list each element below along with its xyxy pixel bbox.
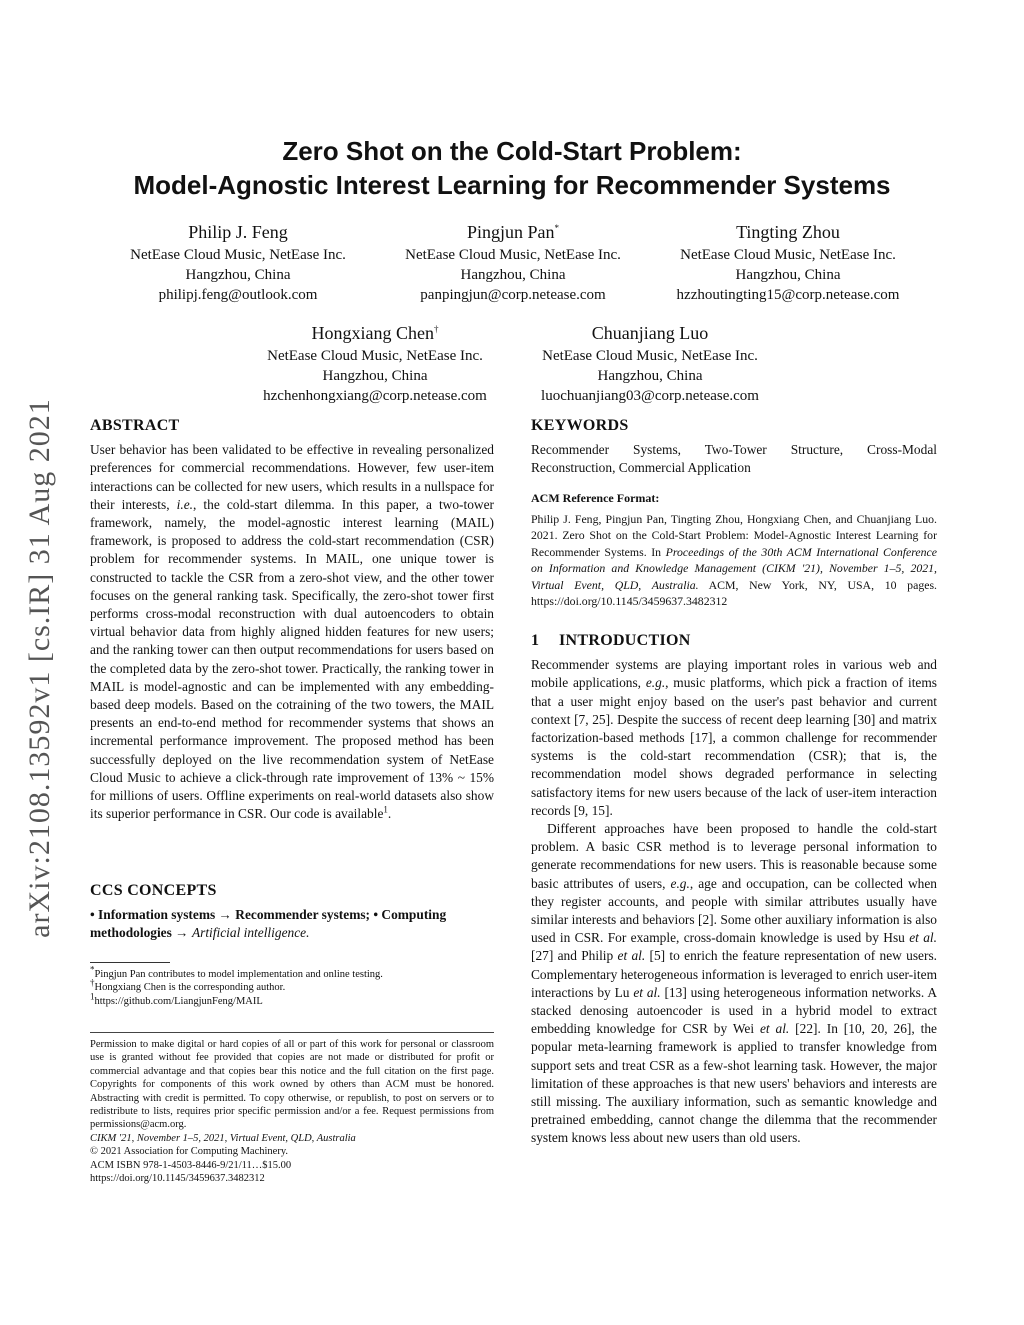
author-name: Philip J. Feng — [188, 222, 288, 242]
arxiv-stamp: arXiv:2108.13592v1 [cs.IR] 31 Aug 2021 — [23, 398, 56, 938]
title-line-1: Zero Shot on the Cold-Start Problem: — [282, 136, 742, 166]
introduction-section — [531, 632, 937, 1148]
author-block — [520, 322, 780, 406]
acm-reference-heading: ACM Reference Format: — [531, 491, 660, 505]
ccs-heading: CCS CONCEPTS — [90, 882, 217, 899]
author-affiliation: NetEase Cloud Music, NetEase Inc. — [542, 348, 758, 364]
ccs-section — [90, 882, 494, 943]
author-location: Hangzhou, China — [597, 368, 703, 384]
author-name: Hongxiang Chen† — [311, 323, 439, 343]
author-name: Pingjun Pan* — [466, 222, 559, 242]
keywords-section — [531, 417, 937, 478]
keywords-text: Recommender Systems, Two-Tower Structure, Cross-Modal Reconstruction, Commercial Application — [531, 442, 937, 476]
keywords-heading: KEYWORDS — [531, 417, 629, 434]
author-block — [658, 221, 918, 305]
author-location: Hangzhou, China — [185, 267, 291, 283]
author-location: Hangzhou, China — [322, 368, 428, 384]
author-name: Chuanjiang Luo — [591, 323, 709, 343]
intro-paragraph: Recommender systems are playing important roles in various web and mobile applications, e.g., music platforms, which pick a fraction of items that a user might enjoy based on the user's past behavior and current context [7, 25]. Despite the success of recent deep learning [30] and matrix factorization-based methods [17], a common challenge for recommender systems is the cold-start recommendation (CSR); that is, the recommendation model shows degraded performance in selecting satisfactory items for new users because of the lack of user-item interaction records [9, 15]. — [531, 657, 938, 818]
paper-title — [100, 134, 924, 202]
author-email: luochuanjiang03@corp.netease.com — [541, 388, 759, 404]
conference-line: CIKM '21, November 1–5, 2021, Virtual Event, QLD, Australia — [90, 1132, 356, 1144]
isbn-line: ACM ISBN 978-1-4503-8446-9/21/11…$15.00 — [90, 1159, 292, 1171]
author-affiliation: NetEase Cloud Music, NetEase Inc. — [267, 348, 483, 364]
acm-reference-section — [531, 490, 937, 610]
abstract-section — [90, 417, 494, 823]
author-block — [108, 221, 368, 305]
permission-rule — [90, 1032, 494, 1033]
abstract-text: User behavior has been validated to be effective in revealing personalized preferences for commercial recommendations. However, few user-item interactions can be collected for new users, which results in a nullspace for their interests, i.e., the cold-start dilemma. In this paper, a two-tower framework, namely, the model-agnostic interest learning (MAIL) framework, is proposed to address the cold-start recommendation (CSR) problem for recommender systems. In MAIL, one unique tower is constructed to tackle the CSR from a zero-shot view, and the other tower focuses on the general ranking task. Specifically, the zero-shot tower first performs cross-modal reconstruction with dual autoencoders to obtain virtual behavior data from highly aligned hidden features for new users; and the ranking tower can then output recommendations for users based on the completed data by the zero-shot tower. Practically, the ranking tower in MAIL is model-agnostic and can be implemented with any embedding-based deep models. Based on the cotraining of the two towers, the MAIL presents an end-to-end method for recommender systems that shows an incremental performance improvement. The proposed method has been successfully deployed on the live recommendation system of NetEase Cloud Music to achieve a click-through rate improvement of 13% ~ 15% for millions of users. Offline experiments on real-world datasets also show its superior performance in CSR. Our code is available$^1$. — [90, 442, 494, 822]
doi-line: https://doi.org/10.1145/3459637.3482312 — [90, 1173, 265, 1185]
author-block — [383, 221, 643, 305]
author-affiliation: NetEase Cloud Music, NetEase Inc. — [130, 247, 346, 263]
copyright-line: © 2021 Association for Computing Machinery. — [90, 1146, 289, 1158]
introduction-heading: 1 INTRODUCTION — [531, 632, 691, 649]
author-affiliation: NetEase Cloud Music, NetEase Inc. — [680, 247, 896, 263]
footnote-rule — [90, 962, 170, 963]
author-affiliation: NetEase Cloud Music, NetEase Inc. — [405, 247, 621, 263]
footnote: †Hongxiang Chen is the corresponding author. — [90, 977, 286, 994]
footnote: *Pingjun Pan contributes to model implementation and online testing. — [90, 964, 383, 980]
intro-paragraph: Different approaches have been proposed to handle the cold-start problem. A basic CSR method is to leverage personal information to generate recommendations for new users. This is reasonable because some basic attributes of users, e.g., age and occupation, can be collected when they register accounts, and people with similar attributes usually have similar interests and behaviors [2]. Some other auxiliary information is also used in CSR. For example, cross-domain knowledge is used by Hsu et al. [27] and Philip et al. [5] to enrich the feature representation of new users. Complementary heterogeneous information is leveraged to enrich user-item interactions by Lu et al. [13] using heterogeneous information networks. A stacked denosing autoencoder is used in a hybrid model to extract embedding knowledge for CSR by Wei et al. [22]. In [10, 20, 26], the popular meta-learning framework is applied to transfer knowledge from support sets and treat CSR as a few-shot learning task. However, the major limitation of these approaches is that new users' behaviors and interests are still missing. The auxiliary information, such as semantic knowledge and pretrained embedding, cannot change the dilemma that the recommender system knows less about new users than old users. — [531, 821, 938, 1146]
permission-text: Permission to make digital or hard copies of all or part of this work for personal or classroom use is granted without fee provided that copies are not made or distributed for profit or commercial advantage and that copies bear this notice and the full citation on the first page. Copyrights for components of this work owned by others than ACM must be honored. Abstracting with credit is permitted. To copy otherwise, or republish, to post on servers or to redistribute to lists, requires prior specific permission and/or a fee. Request permissions from permissions@acm.org. — [90, 1039, 494, 1131]
author-email: hzchenhongxiang@corp.netease.com — [263, 388, 487, 404]
author-email: philipj.feng@outlook.com — [158, 287, 318, 303]
author-name: Tingting Zhou — [736, 222, 840, 242]
author-location: Hangzhou, China — [460, 267, 566, 283]
author-block — [245, 322, 505, 406]
footnotes — [90, 962, 494, 1008]
title-line-2: Model-Agnostic Interest Learning for Recommender Systems — [133, 170, 891, 200]
acm-reference-text: Philip J. Feng, Pingjun Pan, Tingting Zhou, Hongxiang Chen, and Chuanjiang Luo. 2021. Zero Shot on the Cold-Start Problem: Model-Agnostic Interest Learning for Recommender Systems. In Proceedings of the 30th ACM International Conference on Information and Knowledge Management (CIKM '21), November 1–5, 2021, Virtual Event, QLD, Australia. ACM, New York, NY, USA, 10 pages. https://doi.org/10.1145/3459637.3482312 — [531, 511, 937, 608]
author-email: panpingjun@corp.netease.com — [420, 287, 606, 303]
ccs-text: • Information systems → Recommender systems; • Computing methodologies → Artificial intelligence. — [90, 907, 447, 941]
abstract-heading: ABSTRACT — [90, 417, 180, 434]
footnote: $^1$https://github.com/LiangjunFeng/MAIL — [90, 991, 263, 1007]
author-email: hzzhoutingting15@corp.netease.com — [676, 287, 900, 303]
author-location: Hangzhou, China — [735, 267, 841, 283]
permission-block — [90, 1032, 494, 1185]
